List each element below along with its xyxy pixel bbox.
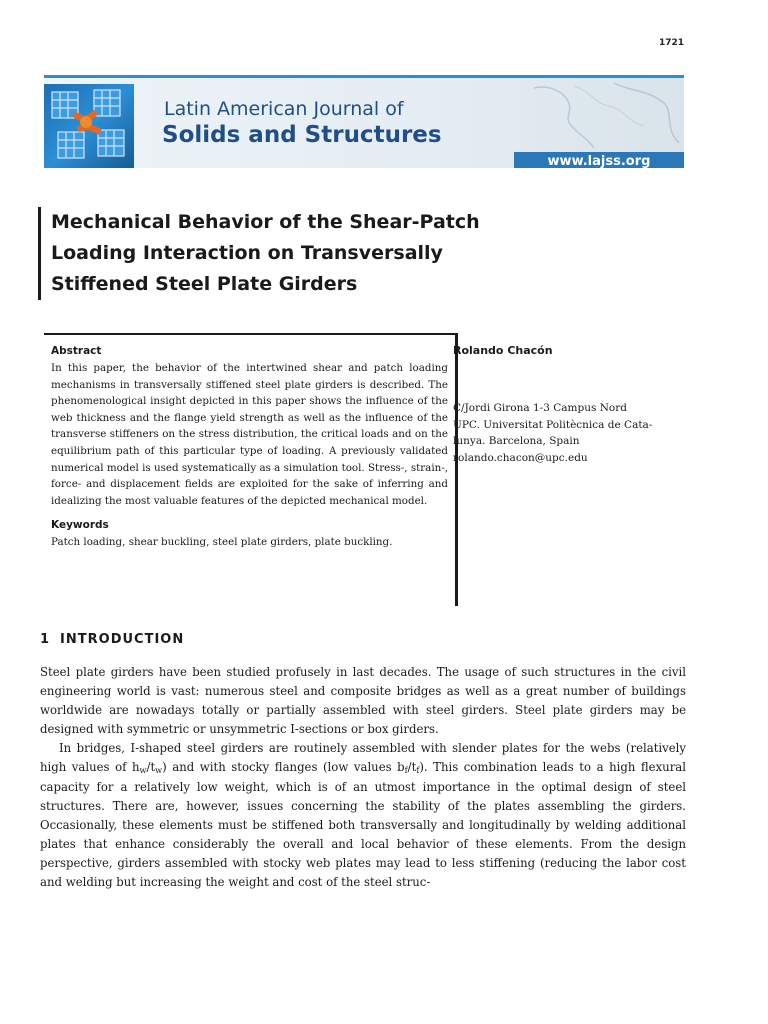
title-line: Loading Interaction on Transversally <box>51 242 443 264</box>
author-email[interactable]: rolando.chacon@upc.edu <box>453 451 588 464</box>
page-number: 1721 <box>658 38 684 48</box>
keywords-label: Keywords <box>51 519 109 532</box>
journal-banner <box>44 75 684 168</box>
title-line: Stiffened Steel Plate Girders <box>51 273 358 295</box>
section-number: 1 <box>40 632 51 647</box>
affiliation-line: lunya. Barcelona, Spain <box>453 435 580 447</box>
map-decoration <box>514 78 684 153</box>
abstract-box <box>44 333 458 606</box>
paper-title <box>38 207 571 300</box>
affiliation-line: C/Jordi Girona 1-3 Campus Nord <box>453 402 627 414</box>
title-line: Mechanical Behavior of the Shear-Patch <box>51 211 480 233</box>
journal-name-line1: Latin American Journal of <box>164 98 404 120</box>
affiliation-line: UPC. Universitat Politècnica de Cata- <box>453 418 653 431</box>
lajss-cube-logo-icon <box>44 84 134 168</box>
section-title: INTRODUCTION <box>60 632 185 647</box>
body-text <box>40 663 686 892</box>
author-block <box>453 344 693 466</box>
journal-name-line2: Solids and Structures <box>162 122 442 148</box>
author-name: Rolando Chacón <box>453 344 553 357</box>
journal-url[interactable]: www.lajss.org <box>514 152 684 168</box>
keywords-text: Patch loading, shear buckling, steel plate girders, plate buckling. <box>51 536 393 549</box>
author-affiliation <box>453 400 693 466</box>
section-heading <box>40 632 184 647</box>
paragraph: In bridges, I-shaped steel girders are routinely assembled with slender plates for the webs (relatively high values of $h_w/t_w$) and with stocky flanges (low values $b_f/t_f$). This combination leads to a high flexural capacity for a relatively low weight, which is of an utmost importance in the optimal design of steel structures. There are, however, issues concerning the stability of the plates assembling the girders. Occasionally, these elements must be stiffened both transversally and longitudinally by welding additional plates that enhance considerably the overall and local behavior of these elements. From the design perspective, girders assembled with stocky web plates may lead to less stiffening (reducing the labor cost and welding but increasing the weight and cost of the steel struc- <box>40 741 687 890</box>
abstract-text: In this paper, the behavior of the intertwined shear and patch loading mechanisms in transversally stiffened steel plate girders is described. The phenomenological insight depicted in this paper shows the influence of the web thickness and the flange yield strength as well as the influence of the transverse stiffeners on the stress distribution, the critical loads and on the equilibrium path of this particular type of loading. A previously validated numerical model is used systematically as a simulation tool. Stress-, strain-, force- and displacement fields are exploited for the sake of inferring and idealizing the most valuable features of the depicted mechanical model. <box>51 362 448 507</box>
paragraph: Steel plate girders have been studied profusely in last decades. The usage of such structures in the civil engineering world is vast: numerous steel and composite bridges as well as a great number of buildings worldwide are nowadays totally or partially assembled with steel girders. Steel plate girders may be designed with symmetric or unsymmetric I-sections or box girders. <box>40 665 686 737</box>
abstract-label: Abstract <box>51 345 102 357</box>
